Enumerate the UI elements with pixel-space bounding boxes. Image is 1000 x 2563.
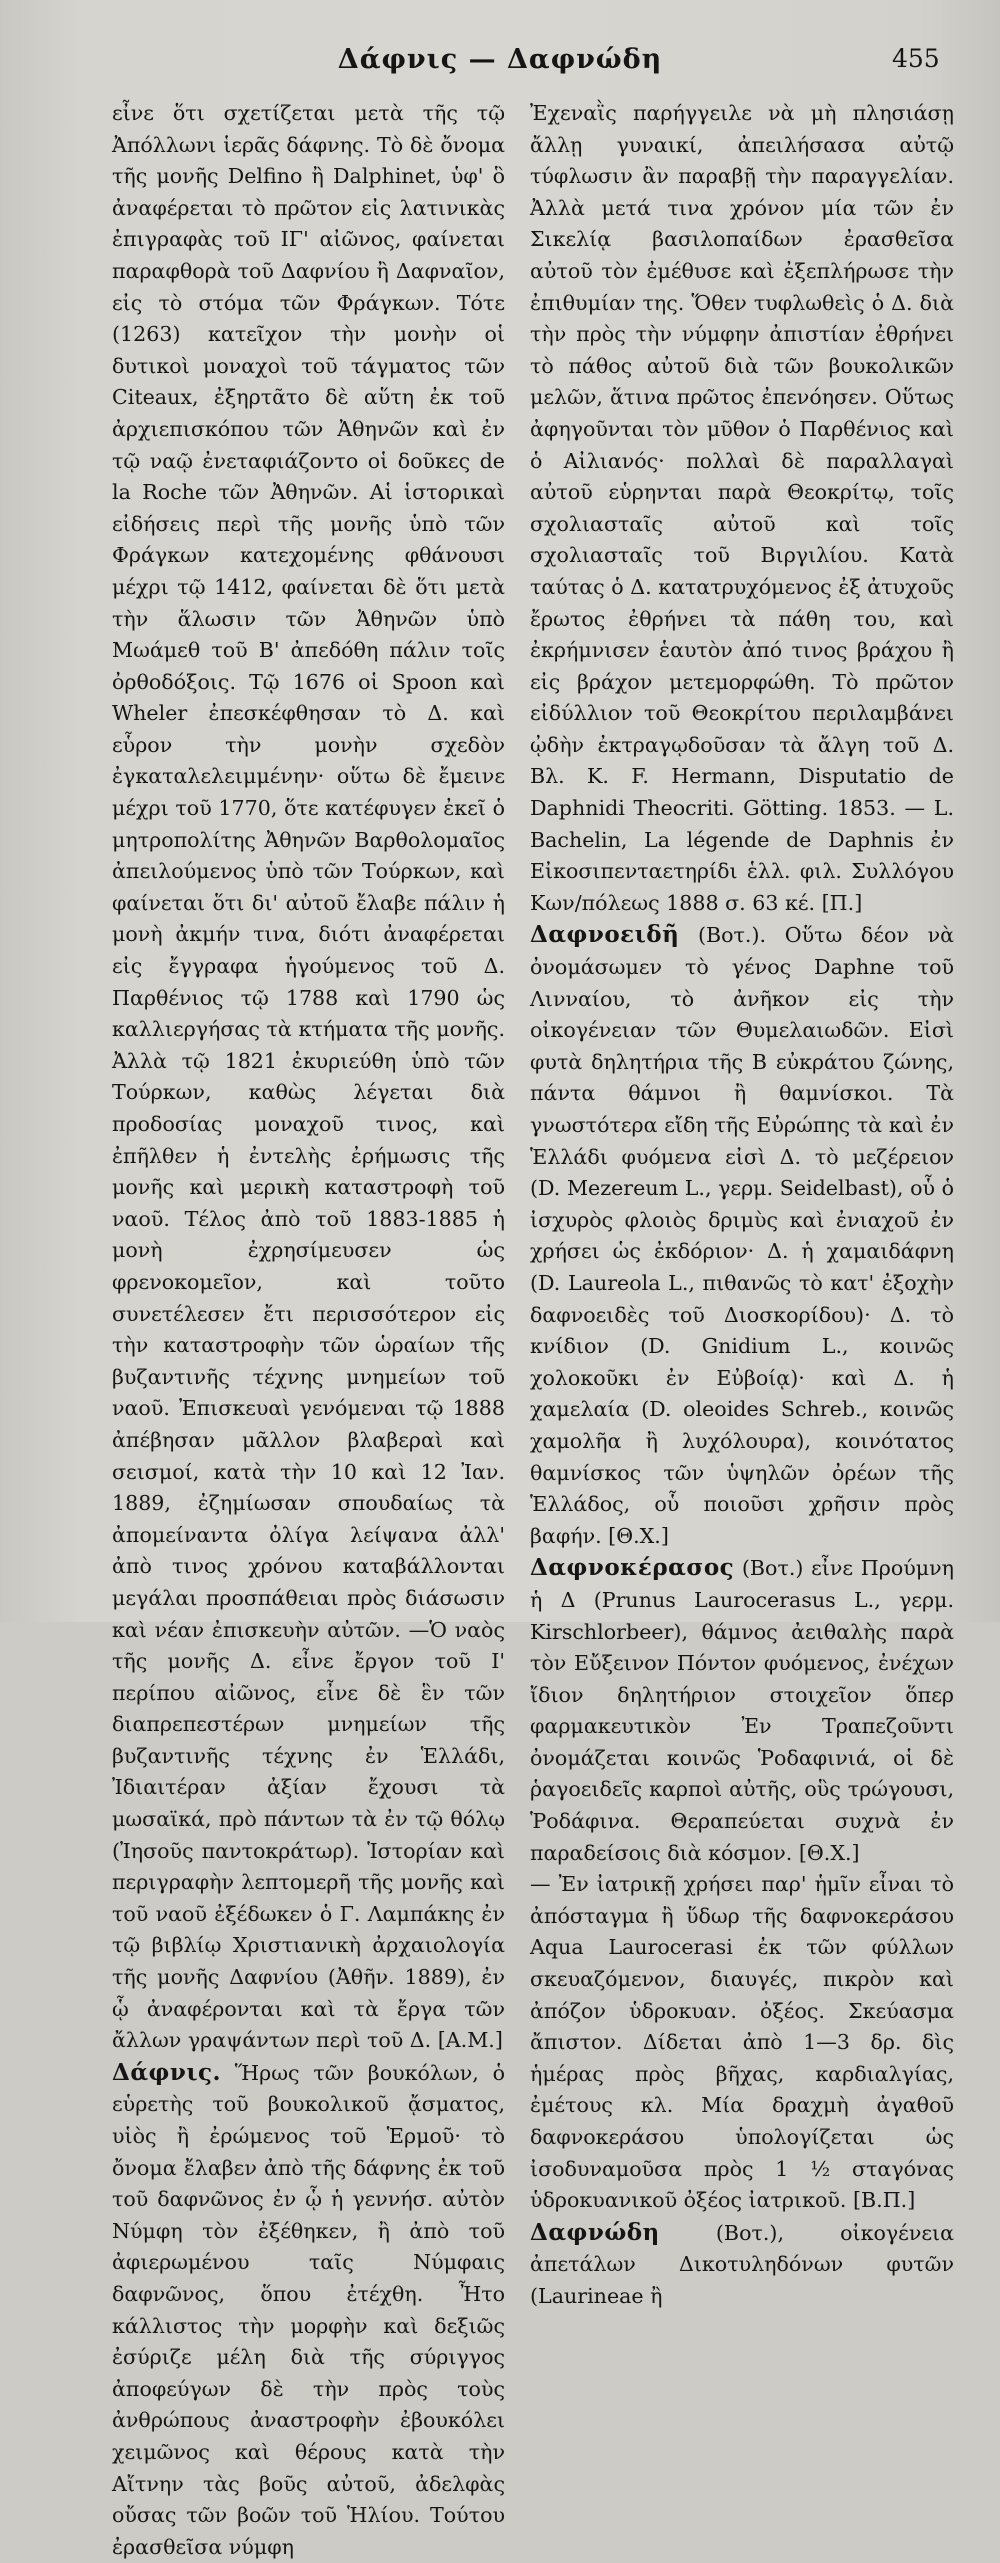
running-header: Δάφνις — Δαφνώδη [337, 44, 663, 75]
entry-daphnis-continued: Ἐχεναῒς παρήγγειλε νὰ μὴ πλησιάσῃ ἄλλῃ γυναικί, ἀπειλήσασα αὐτῷ τύφλωσιν ἂν παραβῇ τὴν παραγγελίαν. Ἀλλὰ μετά τινα χρόνον μία τῶν ἐν Σικελίᾳ βασιλοπαίδων ἐρασθεῖσα αὐτοῦ τὸν ἐμέθυσε καὶ ἐξεπλήρωσε τὴν ἐπιθυμίαν της. Ὅθεν τυφλωθεὶς ὁ Δ. διὰ τὴν πρὸς τὴν νύμφην ἀπιστίαν ἐθρήνει τὸ πάθος αὐτοῦ διὰ τῶν βουκολικῶν μελῶν, ἅτινα πρῶτος ἐπενόησεν. Οὕτως ἀφηγοῦνται τὸν μῦθον ὁ Παρθένιος καὶ ὁ Αἰλιανός· πολλαὶ δὲ παραλλαγαὶ αὐτοῦ εὑρηνται παρὰ Θεοκρίτῳ, τοῖς σχολιασταῖς αὐτοῦ καὶ τοῖς σχολιασταῖς τοῦ Βιργιλίου. Κατὰ ταύτας ὁ Δ. κατατρυχόμενος ἐξ ἀτυχοῦς ἔρωτος ἐθρήνει τὰ πάθη του, καὶ ἐκρήμνισεν ἑαυτὸν ἀπό τινος βράχου ἢ εἰς βράχον μετεμορφώθη. Τὸ πρῶτον εἰδύλλιον τοῦ Θεοκρίτου περιλαμβάνει ᾠδὴν ἐκτραγῳδοῦσαν τὰ ἄλγη τοῦ Δ. Βλ. K. F. Hermann, Disputatio de Daphnidi Theocriti. Götting. 1853. — L. Bachelin, La légende de Daphnis ἐν Εἰκοσιπενταετηρίδι ἑλλ. φιλ. Συλλόγου Κων/πόλεως 1888 σ. 63 κέ. [Π.] [530, 101, 954, 915]
entry-daphnokerasos-medical: — Ἐν ἰατρικῇ χρήσει παρ' ἡμῖν εἶναι τὸ ἀπόσταγμα ἢ ὕδωρ τῆς δαφνοκεράσου Aqua Laurocerasi ἐκ τῶν φύλλων σκευαζόμενον, διαυγές, πικρὸν καὶ ἀπόζον ὑδροκυαν. ὀξέος. Σκεύασμα ἄπιστον. Δίδεται ἀπὸ 1—3 δρ. δὶς ἡμέρας πρὸς βῆχας, καρδιαλγίας, ἐμέτους κλ. Μία δραχμὴ ἀγαθοῦ δαφνοκεράσου ὑπολογίζεται ὡς ἰσοδυναμοῦσα πρὸς 1 ½ σταγόνας ὑδροκυανικοῦ ὀξέος ἰατρικοῦ. [Β.Π.] [530, 1872, 954, 2213]
headword-daphnokerasos: Δαφνοκέρασος [530, 1554, 735, 1582]
entry-daphnoeide-text: (Βοτ.). Οὕτω δέον νὰ ὀνομάσωμεν τὸ γένος Daphne τοῦ Λινναίου, τὸ ἀνῆκον εἰς τὴν οἰκογένειαν τῶν Θυμελαιωδῶν. Εἰσὶ φυτὰ δηλητήρια τῆς Β εὐκράτου ζώνης, πάντα θάμνοι ἢ θαμνίσκοι. Τὰ γνωστότερα εἴδη τῆς Εὐρώπης τὰ καὶ ἐν Ἑλλάδι φυόμενα εἰσὶ Δ. τὸ μεζέρειον (D. Mezereum L., γερμ. Seidelbast), οὗ ὁ ἰσχυρὸς φλοιὸς δριμὺς καὶ ἐνιαχοῦ ἐν χρήσει ὡς ἐκδόριον· Δ. ἡ χαμαιδάφνη (D. Laureola L., πιθανῶς τὸ κατ' ἐξοχὴν δαφνοειδὲς τοῦ Διοσκορίδου)· Δ. τὸ κνίδιον (D. Gnidium L., κοινῶς χολοκοῦκι ἐν Εὐβοίᾳ)· καὶ Δ. ἡ χαμελαία (D. oleoides Schreb., κοινῶς χαμολῆα ἢ λυχόλουρα), κοινότατος θαμνίσκος τῶν ὑψηλῶν ὀρέων τῆς Ἑλλάδος, οὗ ποιοῦσι χρῆσιν πρὸς βαφήν. [Θ.Χ.] [530, 923, 954, 1548]
entry-daphnode-text: (Βοτ.), οἰκογένεια ἀπετάλων Δικοτυληδόνων φυτῶν (Laurineae ἢ [530, 2220, 954, 2308]
entry-daphnis-text: Ἥρως τῶν βουκόλων, ὁ εὑρετὴς τοῦ βουκολικοῦ ᾄσματος, υἱὸς ἢ ἐρώμενος τοῦ Ἑρμοῦ· τὸ ὄνομα ἔλαβεν ἀπὸ τῆς δάφνης ἐκ τοῦ τοῦ δαφνῶνος ἐν ᾧ ἡ γεννήσ. αὐτὸν Νύμφη τὸν ἐξέθηκεν, ἢ ἀπὸ τοῦ ἀφιερωμένου ταῖς Νύμφαις δαφνῶνος, ὅπου ἐτέχθη. Ἦτο κάλλιστος τὴν μορφὴν καὶ δεξιῶς ἐσύριζε μέλη διὰ τῆς σύριγγος ἀποφεύγων δὲ τὴν πρὸς τοὺς ἀνθρώπους ἀναστροφὴν ἐβουκόλει χειμῶνος καὶ θέρους κατὰ τὴν Αἴτνην τὰς βοῦς αὐτοῦ, ἀδελφὰς οὔσας τῶν βοῶν τοῦ Ἡλίου. Τούτου ἐρασθεῖσα νύμφη [112, 2060, 505, 2559]
entry-daphnoeide [530, 919, 954, 1552]
page-number: 455 [892, 44, 940, 73]
entry-daphnode [530, 2217, 954, 2313]
headword-daphnis: Δάφνις. [112, 2058, 221, 2086]
left-column [112, 98, 505, 2559]
entry-daphni-continued: εἶνε ὅτι σχετίζεται μετὰ τῆς τῷ Ἀπόλλωνι ἱερᾶς δάφνης. Τὸ δὲ ὄνομα τῆς μονῆς Delfino ἢ Dalphinet, ὑφ' ὃ ἀναφέρεται τὸ πρῶτον εἰς λατινικὰς ἐπιγραφὰς τοῦ ΙΓ' αἰῶνος, φαίνεται παραφθορὰ τοῦ Δαφνίου ἢ Δαφναῖον, εἰς τὸ στόμα τῶν Φράγκων. Τότε (1263) κατεῖχον τὴν μονὴν οἱ δυτικοὶ μοναχοὶ τοῦ τάγματος τῶν Citeaux, ἐξηρτᾶτο δὲ αὕτη ἐκ τοῦ ἀρχιεπισκόπου τῶν Ἀθηνῶν καὶ ἐν τῷ ναῷ ἐνεταφιάζοντο οἱ δοῦκες de la Roche τῶν Ἀθηνῶν. Αἱ ἱστορικαὶ εἰδήσεις περὶ τῆς μονῆς ὑπὸ τῶν Φράγκων κατεχομένης φθάνουσι μέχρι τῷ 1412, φαίνεται δὲ ὅτι μετὰ τὴν ἅλωσιν τῶν Ἀθηνῶν ὑπὸ Μωάμεθ τοῦ Β' ἀπεδόθη πάλιν τοῖς ὀρθοδόξοις. Τῷ 1676 οἱ Spoon καὶ Wheler ἐπεσκέφθησαν τὸ Δ. καὶ εὗρον τὴν μονὴν σχεδὸν ἐγκαταλελειμμένην· οὕτω δὲ ἔμεινε μέχρι τοῦ 1770, ὅτε κατέφυγεν ἐκεῖ ὁ μητροπολίτης Ἀθηνῶν Βαρθολομαῖος ἀπειλούμενος ὑπὸ τῶν Τούρκων, καὶ φαίνεται ὅτι δι' αὐτοῦ ἔλαβε πάλιν ἡ μονὴ ἀκμήν τινα, διότι ἀναφέρεται εἰς ἔγγραφα ἡγούμενος τοῦ Δ. Παρθένιος τῷ 1788 καὶ 1790 ὡς καλλιεργήσας τὰ κτήματα τῆς μονῆς. Ἀλλὰ τῷ 1821 ἐκυριεύθη ὑπὸ τῶν Τούρκων, καθὼς λέγεται διὰ προδοσίας μοναχοῦ τινος, καὶ ἐπῆλθεν ἡ ἐντελὴς ἐρήμωσις τῆς μονῆς καὶ μερικὴ καταστροφὴ τοῦ ναοῦ. Τέλος ἀπὸ τοῦ 1883-1885 ἡ μονὴ ἐχρησίμευσεν ὡς φρενοκομεῖον, καὶ τοῦτο συνετέλεσεν ἔτι περισσότερον εἰς τὴν καταστροφὴν τῶν ὡραίων τῆς βυζαντινῆς τέχνης μνημείων τοῦ ναοῦ. Ἐπισκευαὶ γενόμεναι τῷ 1888 ἀπέβησαν μᾶλλον βλαβεραὶ καὶ σεισμοί, κατὰ τὴν 10 καὶ 12 Ἰαν. 1889, ἐζημίωσαν σπουδαίως τὰ ἀπομείναντα ὀλίγα λείψανα ἀλλ' ἀπὸ τινος χρόνου καταβάλλονται μεγάλαι προσπάθειαι πρὸς διάσωσιν καὶ νέαν ἐπισκευὴν αὐτῶν. —Ὁ ναὸς τῆς μονῆς Δ. εἶνε ἔργον τοῦ Ι' περίπου αἰῶνος, εἶνε δὲ ἓν τῶν διαπρεπεστέρων μνημείων τῆς βυζαντινῆς τέχνης ἐν Ἑλλάδι, Ἰδιαιτέραν ἀξίαν ἔχουσι τὰ μωσαϊκά, πρὸ πάντων τὰ ἐν τῷ θόλῳ (Ἰησοῦς παντοκράτωρ). Ἱστορίαν καὶ περιγραφὴν λεπτομερῆ τῆς μονῆς καὶ τοῦ ναοῦ ἐξέδωκεν ὁ Γ. Λαμπάκης ἐν τῷ βιβλίῳ Χριστιανικὴ ἀρχαιολογία τῆς μονῆς Δαφνίου (Ἀθῆν. 1889), ἐν ᾧ ἀναφέρονται καὶ τὰ ἔργα τῶν ἄλλων γραψάντων περὶ τοῦ Δ. [Α.Μ.] [112, 101, 505, 2053]
headword-daphnoeide: Δαφνοειδῆ [530, 921, 680, 949]
entry-daphnokerasos-text: (Βοτ.) εἶνε Προύμνη ἡ Δ (Prunus Laurocerasus L., γερμ. Kirschlorbeer), θάμνος ἀειθαλὴς παρὰ τὸν Εὔξεινον Πόντον φυόμενος, ἐνέχων ἴδιον δηλητήριον στοιχεῖον ὅπερ φαρμακευτικὸν Ἐν Τραπεζοῦντι ὀνομάζεται κοινῶς Ῥοδαφινιά, οἱ δὲ ῥαγοειδεῖς καρποὶ αὐτῆς, οὓς τρώγουσι, Ῥοδάφινα. Θεραπεύεται συχνὰ ἐν παραδείσοις διὰ κόσμον. [Θ.Χ.] [530, 1556, 954, 1865]
right-column [530, 98, 954, 2308]
headword-daphnode: Δαφνώδη [530, 2218, 660, 2246]
entry-daphnis [112, 2057, 505, 2563]
entry-daphnokerasos [530, 1552, 954, 1869]
